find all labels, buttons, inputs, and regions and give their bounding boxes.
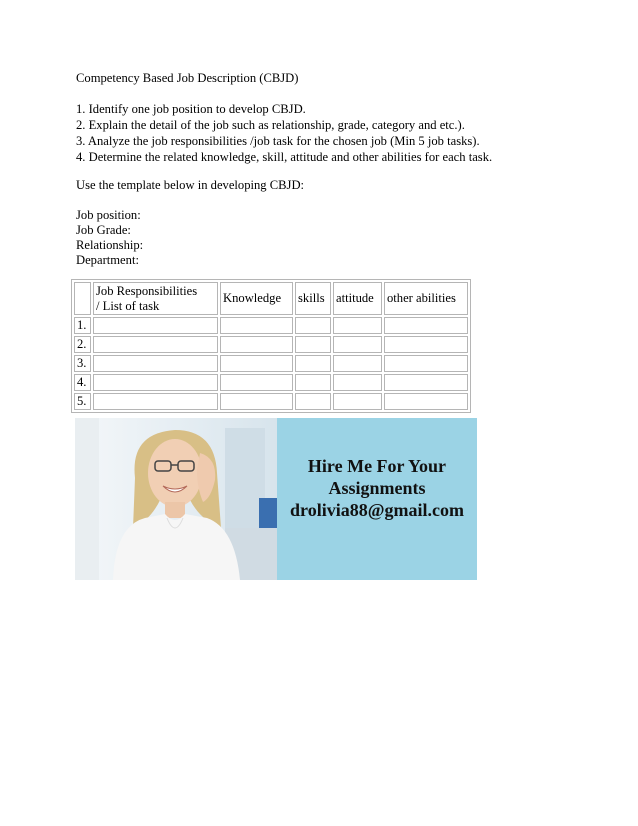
row-number: 5. bbox=[74, 393, 91, 410]
field-relationship: Relationship: bbox=[76, 238, 144, 252]
row-number: 1. bbox=[74, 317, 91, 334]
table-row bbox=[74, 317, 468, 334]
table-cell bbox=[93, 317, 218, 334]
table-cell bbox=[220, 317, 293, 334]
table-row bbox=[74, 355, 468, 372]
template-intro: Use the template below in developing CBJD: bbox=[76, 178, 305, 192]
table-header-row bbox=[74, 282, 468, 315]
advertisement-banner[interactable] bbox=[75, 418, 477, 580]
table-row bbox=[74, 374, 468, 391]
woman-photo-illustration bbox=[75, 418, 277, 580]
contact-email[interactable]: drolivia88@gmail.com bbox=[290, 500, 464, 520]
table-cell bbox=[333, 336, 382, 353]
table-cell bbox=[384, 374, 468, 391]
header-cell-other-abilities: other abilities bbox=[384, 282, 468, 315]
header-cell-responsibilities bbox=[93, 282, 218, 315]
hire-me-text: Hire Me For Your bbox=[307, 456, 447, 476]
field-job-position: Job position: bbox=[76, 208, 141, 222]
table-cell bbox=[333, 355, 382, 372]
table-cell bbox=[333, 393, 382, 410]
table-cell bbox=[93, 393, 218, 410]
table-cell bbox=[93, 374, 218, 391]
table-row bbox=[74, 336, 468, 353]
header-cell-attitude: attitude bbox=[333, 282, 382, 315]
table-cell bbox=[93, 355, 218, 372]
table-cell bbox=[220, 336, 293, 353]
header-cell-knowledge: Knowledge bbox=[220, 282, 293, 315]
row-number: 3. bbox=[74, 355, 91, 372]
table-cell bbox=[220, 374, 293, 391]
header-cell-skills: skills bbox=[295, 282, 331, 315]
table-cell bbox=[295, 374, 331, 391]
table-cell bbox=[93, 336, 218, 353]
row-number: 4. bbox=[74, 374, 91, 391]
table-cell bbox=[333, 317, 382, 334]
instruction-item: 3. Analyze the job responsibilities /job task for the chosen job (Min 5 job tasks). bbox=[76, 134, 480, 148]
table-cell bbox=[220, 393, 293, 410]
instruction-item: 1. Identify one job position to develop CBJD. bbox=[76, 102, 306, 116]
table-cell bbox=[384, 336, 468, 353]
cbjd-template-table bbox=[71, 279, 471, 413]
assignments-text: Assignments bbox=[328, 478, 426, 498]
table-cell bbox=[384, 317, 468, 334]
header-cell-number bbox=[74, 282, 91, 315]
table-cell bbox=[295, 393, 331, 410]
row-number: 2. bbox=[74, 336, 91, 353]
hire-me-panel[interactable] bbox=[277, 418, 477, 580]
instruction-item: 2. Explain the detail of the job such as relationship, grade, category and etc.). bbox=[76, 118, 465, 132]
table-row bbox=[74, 393, 468, 410]
table-cell bbox=[295, 317, 331, 334]
woman-photo bbox=[75, 418, 277, 580]
table-cell bbox=[384, 355, 468, 372]
header-responsibilities-line2: / List of task bbox=[96, 298, 160, 313]
table-cell bbox=[295, 336, 331, 353]
table-cell bbox=[295, 355, 331, 372]
instruction-item: 4. Determine the related knowledge, skill, attitude and other abilities for each task. bbox=[76, 150, 493, 164]
document-title: Competency Based Job Description (CBJD) bbox=[76, 71, 299, 85]
table-cell bbox=[333, 374, 382, 391]
field-department: Department: bbox=[76, 253, 139, 267]
table-cell bbox=[220, 355, 293, 372]
field-job-grade: Job Grade: bbox=[76, 223, 131, 237]
table-cell bbox=[384, 393, 468, 410]
header-responsibilities-line1: Job Responsibilities bbox=[96, 283, 198, 298]
